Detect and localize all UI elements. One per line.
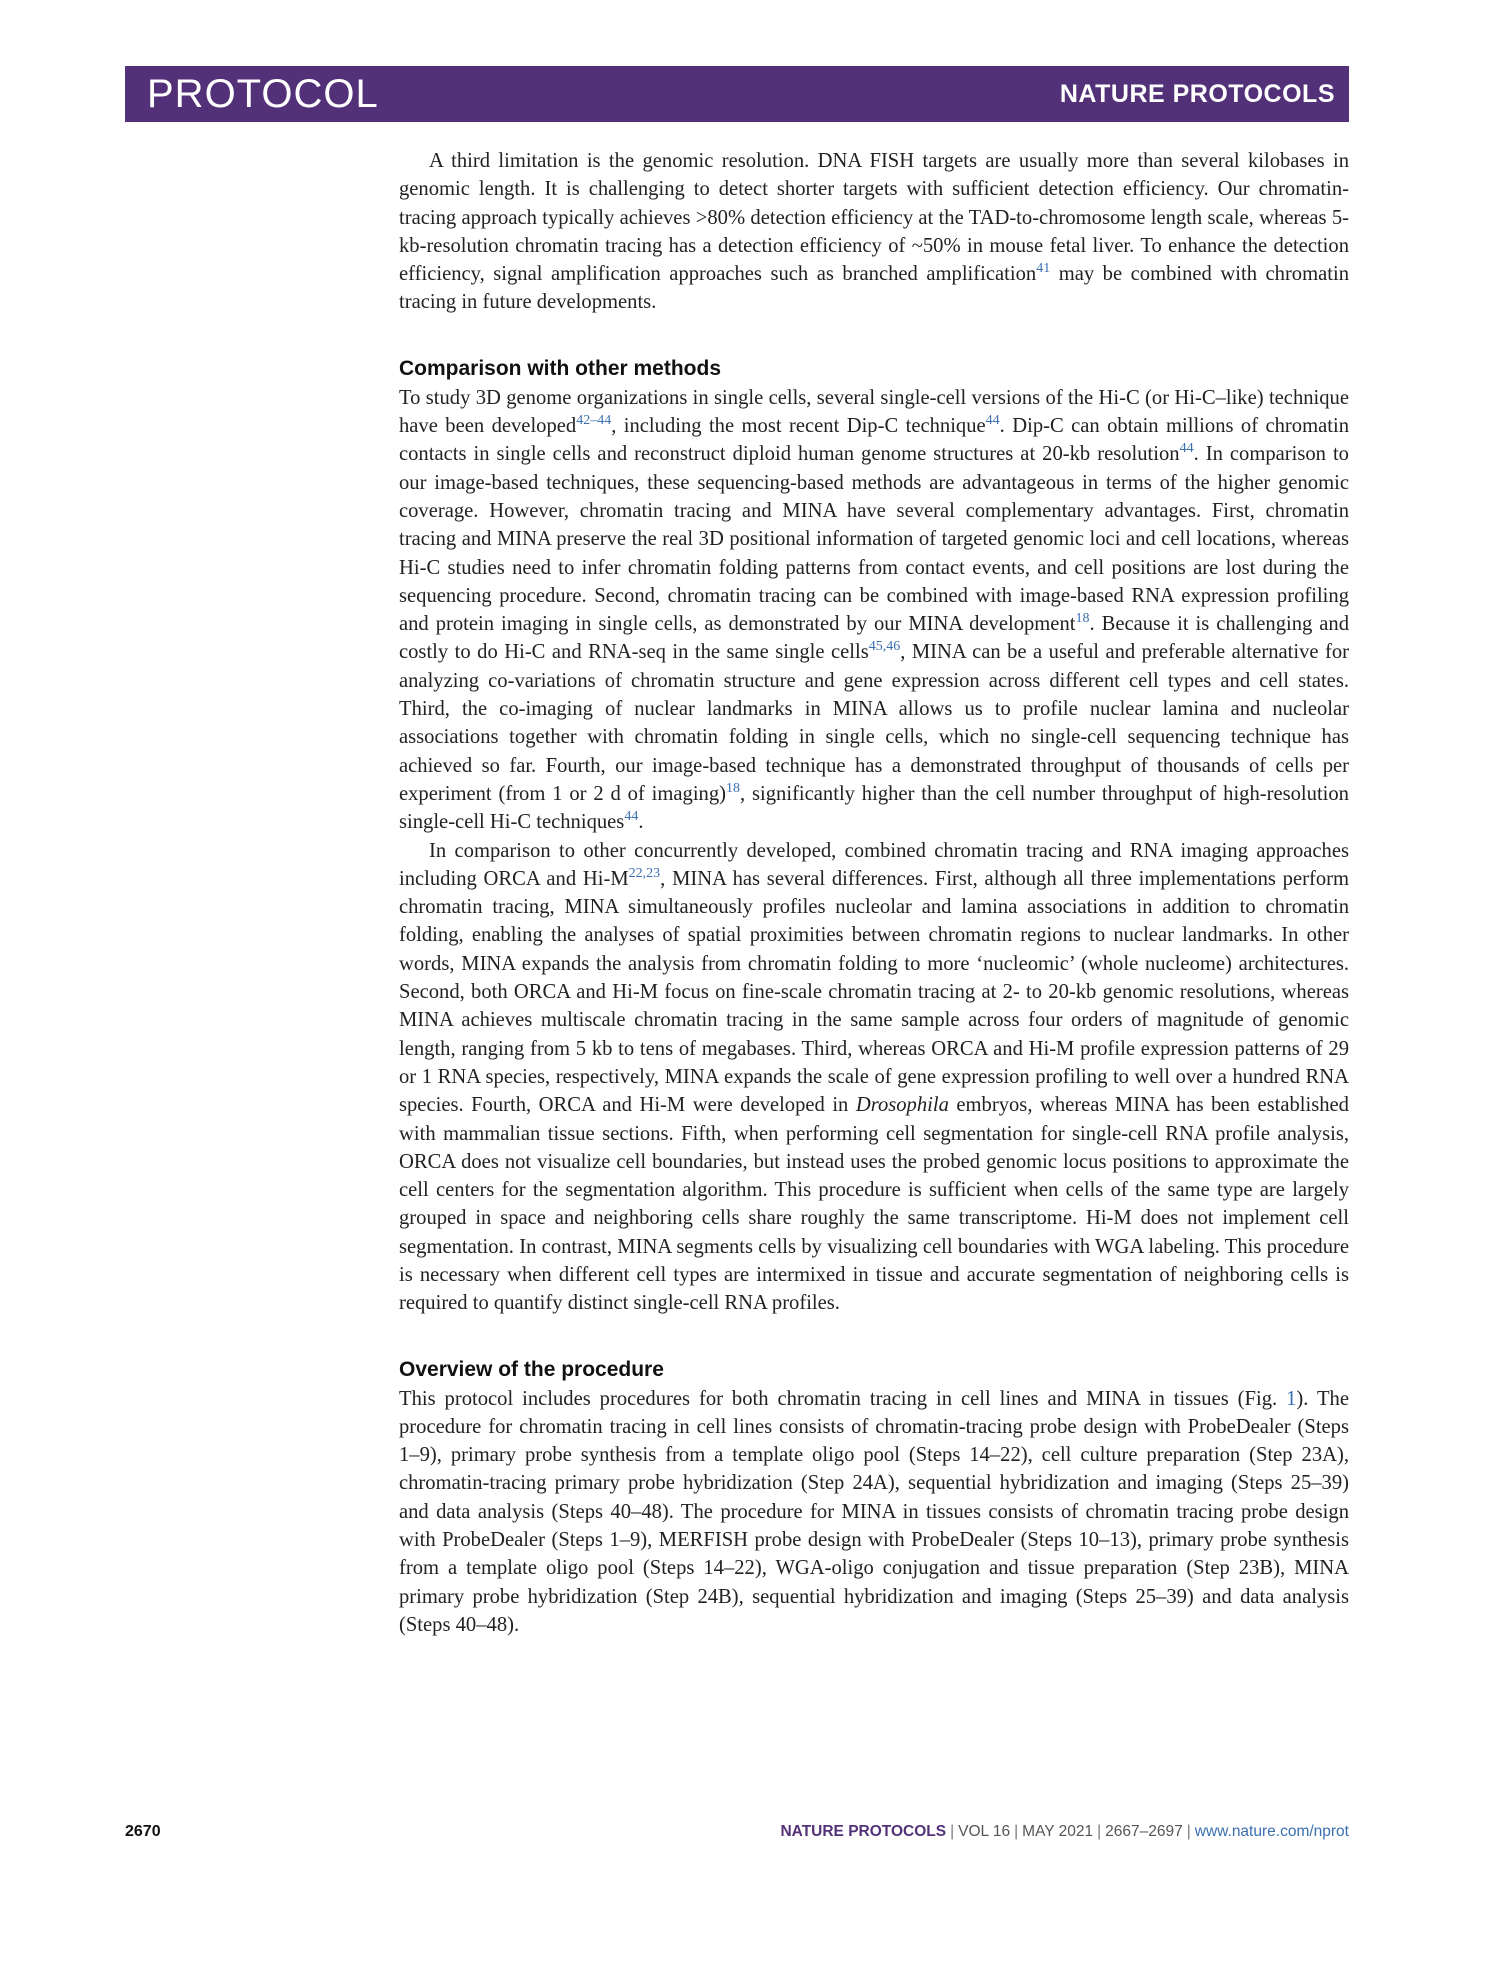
citation-link[interactable]: 41 [1036,261,1051,277]
section-heading-overview: Overview of the procedure [399,1357,664,1381]
page-header [125,66,1349,122]
species-name: Drosophila [855,1094,949,1117]
page-number: 2670 [125,1823,161,1840]
citation-link[interactable]: 44 [1179,441,1194,457]
footer-date: MAY 2021 [1022,1823,1094,1840]
page-footer: NATURE PROTOCOLS | VOL 16 | MAY 2021 | 2667–2697 | www.nature.com/nprot [780,1823,1349,1840]
footer-url-link[interactable]: www.nature.com/nprot [1194,1823,1349,1840]
footer-pages: 2667–2697 [1105,1823,1183,1840]
footer-journal: NATURE PROTOCOLS [780,1823,947,1840]
comparison-paragraph-2: In comparison to other concurrently developed, combined chromatin tracing and RNA imaging approaches including ORCA and Hi-M$^{22,23}$, MINA has several differences. First, although all three implementations perform chromatin tracing, MINA simultaneously profiles nucleolar and lamina associations in addition to chromatin folding, enabling the analyses of spatial proximities between chromatin regions to nuclear landmarks. In other words, MINA expands the analysis from chromatin folding to more ‘nucleomic’ (whole nucleome) architectures. Second, both ORCA and Hi-M focus on fine-scale chromatin tracing at 2- to 20-kb genomic resolutions, whereas MINA achieves multiscale chromatin tracing in the same sample across four orders of magnitude of genomic length, ranging from 5 kb to tens of megabases. Third, whereas ORCA and Hi-M profile expression patterns of 29 or 1 RNA species, respectively, MINA expands the scale of gene expression profiling to well over a hundred RNA species. Fourth, ORCA and Hi-M were developed in Drosophila embryos, whereas MINA has been established with mammalian tissue sections. Fifth, when performing cell segmentation for single-cell RNA profile analysis, ORCA does not visualize cell boundaries, but instead uses the probed genomic locus positions to approximate the cell centers for the segmentation algorithm. This procedure is sufficient when cells of the same type are largely grouped in space and neighboring cells share roughly the same transcriptome. Hi-M does not implement cell segmentation. In contrast, MINA segments cells by visualizing cell boundaries with WGA labeling. This procedure is necessary when different cell types are intermixed in tissue and accurate segmentation of neighboring cells is required to quantify distinct single-cell RNA profiles. [399,839,1349,1315]
citation-link[interactable]: 44 [985,413,1000,429]
section-label: PROTOCOL [147,71,379,116]
citation-link[interactable]: 45,46 [868,639,901,655]
citation-link[interactable]: 18 [1075,611,1090,627]
citation-link[interactable]: 22,23 [628,865,661,881]
citation-link[interactable]: 42–44 [576,413,612,429]
article-body [399,147,1349,1639]
footer-volume: VOL 16 [958,1823,1011,1840]
comparison-paragraph-1: To study 3D genome organizations in single cells, several single-cell versions of the Hi-C (or Hi-C–like) technique have been developed$^{42-44}$, including the most recent Dip-C technique$^{44}$. Dip-C can obtain millions of chromatin contacts in single cells and reconstruct diploid human genome structures at 20-kb resolution$^{44}$. In comparison to our image-based techniques, these sequencing-based methods are advantageous in terms of the higher genomic coverage. However, chromatin tracing and MINA have several complementary advantages. First, chromatin tracing and MINA preserve the real 3D positional information of targeted genomic loci and cell locations, whereas Hi-C studies need to infer chromatin folding patterns from contact events, and cell positions are lost during the sequencing procedure. Second, chromatin tracing can be combined with image-based RNA expression profiling and protein imaging in single cells, as demonstrated by our MINA development$^{18}$. Because it is challenging and costly to do Hi-C and RNA-seq in the same single cells$^{45,46}$, MINA can be a useful and preferable alternative for analyzing co-variations of chromatin structure and gene expression across different cell types and cell states. Third, the co-imaging of nuclear landmarks in MINA allows us to profile nuclear lamina and nucleolar associations together with chromatin folding in single cells, which no single-cell sequencing technique has achieved so far. Fourth, our image-based technique has a demonstrated throughput of thousands of cells per experiment (from 1 or 2 d of imaging)$^{18}$, significantly higher than the cell number throughput of high-resolution single-cell Hi-C techniques$^{44}$. [399,386,1350,834]
intro-paragraph: A third limitation is the genomic resolution. DNA FISH targets are usually more than several kilobases in genomic length. It is challenging to detect shorter targets with sufficient detection efficiency. Our chromatin-tracing approach typically achieves >80% detection efficiency at the TAD-to-chromosome length scale, whereas 5-kb-resolution chromatin tracing has a detection efficiency of ~50% in mouse fetal liver. To enhance the detection efficiency, signal amplification approaches such as branched amplification$^{41}$ may be combined with chromatin tracing in future developments. [399,150,1349,314]
section-heading-comparison: Comparison with other methods [399,356,722,380]
overview-paragraph: This protocol includes procedures for both chromatin tracing in cell lines and MINA in tissues (Fig. 1). The procedure for chromatin tracing in cell lines consists of chromatin-tracing probe design with ProbeDealer (Steps 1–9), primary probe synthesis from a template oligo pool (Steps 14–22), cell culture preparation (Step 23A), chromatin-tracing primary probe hybridization (Step 24A), sequential hybridization and imaging (Steps 25–39) and data analysis (Steps 40–48). The procedure for MINA in tissues consists of chromatin tracing probe design with ProbeDealer (Steps 1–9), MERFISH probe design with ProbeDealer (Steps 10–13), primary probe synthesis from a template oligo pool (Steps 14–22), WGA-oligo conjugation and tissue preparation (Step 23B), MINA primary probe hybridization (Step 24B), sequential hybridization and imaging (Steps 25–39) and data analysis (Steps 40–48). [399,1387,1349,1636]
journal-label: NATURE PROTOCOLS [1059,79,1335,108]
figure-link[interactable]: 1 [1286,1387,1297,1410]
citation-link[interactable]: 44 [624,809,639,825]
citation-link[interactable]: 18 [726,781,741,797]
